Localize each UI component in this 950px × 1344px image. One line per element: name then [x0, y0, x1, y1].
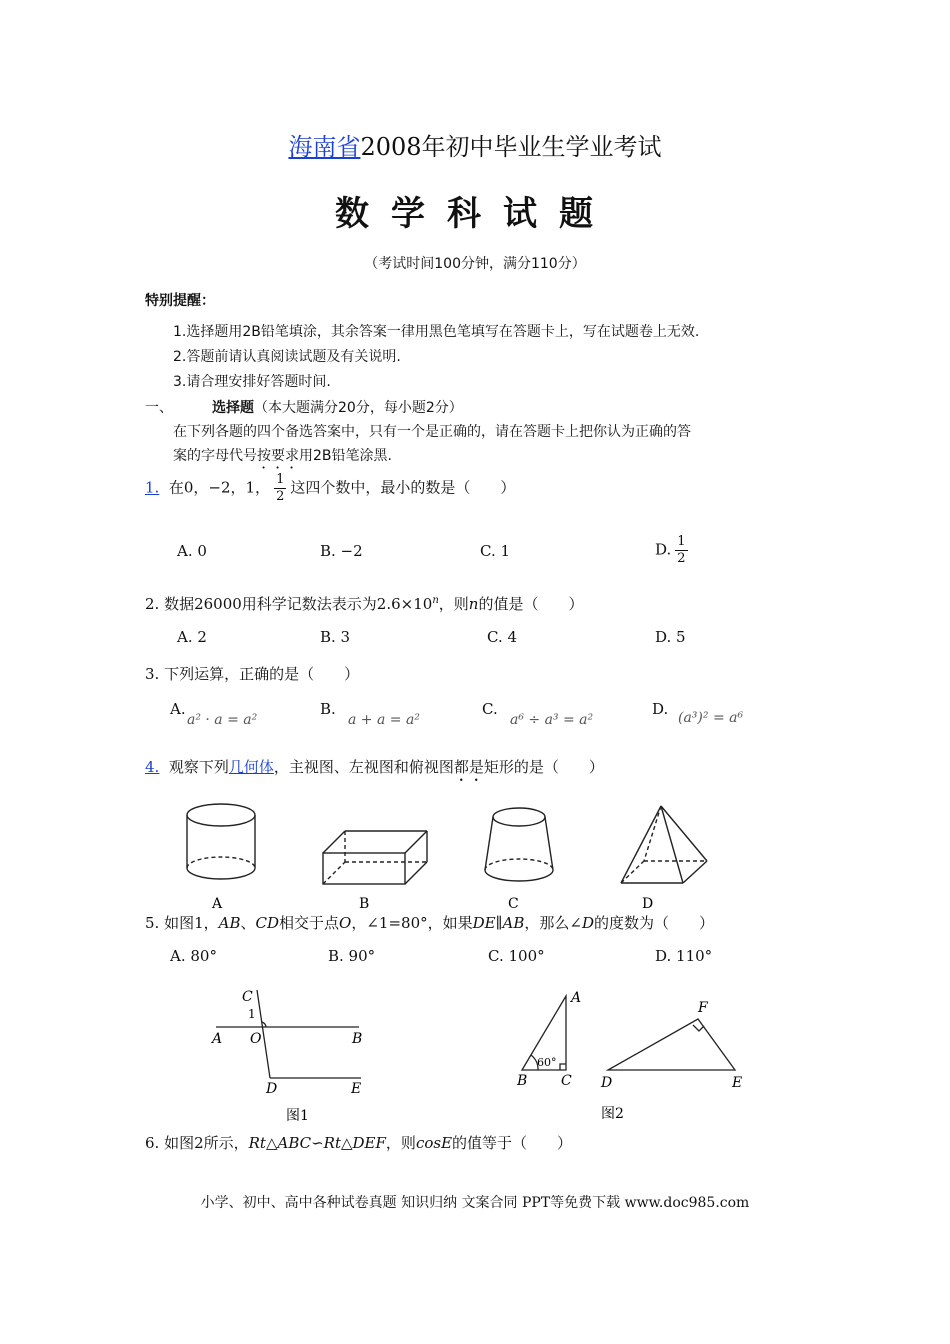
q4-geometry-link[interactable]: 几何体 — [228, 758, 274, 776]
q1-frac-den: 2 — [276, 489, 285, 504]
fig1-label-b: B — [352, 1031, 363, 1047]
q6-cose: cosE — [415, 1134, 453, 1152]
question-5 — [145, 912, 714, 933]
figure-1-lines — [216, 990, 361, 1078]
q5-ab2: AB — [502, 914, 525, 932]
q2-option-c: C. 4 — [487, 628, 518, 646]
q2-var: n — [468, 595, 479, 613]
q3-formula-d: (a³)² = a⁶ — [678, 710, 744, 726]
fig2-label-d: D — [601, 1075, 613, 1091]
q5-text-a: 5. 如图1， — [145, 914, 219, 932]
notice-heading: 特别提醒： — [145, 293, 215, 309]
fig1-label-e: E — [351, 1081, 362, 1097]
q6-text-b: ，则 — [385, 1134, 416, 1152]
fig2-label-angle: 60° — [537, 1056, 557, 1069]
notice-item-3: 3.请合理安排好答题时间. — [173, 374, 331, 390]
question-6 — [145, 1132, 572, 1153]
fig2-label-c: C — [561, 1073, 572, 1089]
q1-option-a: A. 0 — [177, 542, 207, 560]
q5-option-c: C. 100° — [488, 947, 545, 965]
q5-o: O — [339, 914, 352, 932]
q3-formula-b: a + a = a² — [348, 712, 420, 728]
q1-text-a: 在0，−2，1， — [168, 478, 271, 497]
q1-frac-num: 1 — [276, 472, 285, 487]
footer-text: 小学、初中、高中各种试卷真题 知识归纳 文案合同 PPT等免费下载 www.doc985.com — [200, 1195, 750, 1211]
fig2-label-e: E — [732, 1075, 743, 1091]
section-number: 一、 — [145, 400, 173, 416]
figure-label-d: D — [642, 896, 654, 912]
cylinder-figure — [187, 804, 255, 879]
fig2-label-f: F — [698, 1000, 708, 1016]
q6-text-c: 的值等于（ ） — [452, 1134, 573, 1152]
q2-text-b: ，则 — [438, 595, 469, 613]
q5-ab: AB — [218, 914, 241, 932]
q2-text: 2. 数据26000用科学记数法表示为2.6×10 — [145, 595, 433, 613]
q1-option-c: C. 1 — [480, 542, 511, 560]
title-rest: 2008年初中毕业生学业考试 — [360, 133, 662, 161]
question-3: 3. 下列运算，正确的是（ ） — [145, 665, 360, 683]
time-note: （考试时间100分钟，满分110分） — [364, 256, 586, 272]
figure-label-a: A — [212, 896, 223, 912]
q4-text-a: 观察下列 — [168, 758, 229, 776]
q5-text-e: 的度数为（ ） — [594, 914, 715, 932]
q4-number-link[interactable]: 4. — [145, 758, 160, 776]
fig1-label-o: O — [250, 1031, 262, 1047]
q5-sep: 、 — [240, 914, 256, 932]
q2-text-c: 的值是（ ） — [478, 595, 584, 613]
frustum-figure — [485, 808, 553, 881]
q2-option-b: B. 3 — [320, 628, 351, 646]
q4-text-c: 矩形的是（ ） — [483, 758, 604, 776]
q6-rt2: Rt△DEF — [323, 1134, 386, 1152]
q2-option-d: D. 5 — [655, 628, 686, 646]
q1-option-d-label: D. — [655, 540, 672, 559]
q4-text-b: ，主视图、左视图和俯视图 — [273, 758, 454, 776]
q3-label-b: B. — [320, 700, 336, 718]
notice-item-1: 1.选择题用2B铅笔填涂，其余答案一律用黑色笔填写在答题卡上，写在试题卷上无效. — [173, 324, 700, 340]
notice-item-2: 2.答题前请认真阅读试题及有关说明. — [173, 349, 401, 365]
q5-option-d: D. 110° — [655, 947, 713, 965]
q4-emphasis: 都是 — [453, 758, 484, 776]
desc-emphasis: 按要求 — [257, 448, 299, 464]
q2-exponent: n — [432, 595, 439, 606]
q5-text-b: 相交于点 — [279, 914, 340, 932]
fig1-label-c: C — [242, 989, 253, 1005]
q1-optd-num: 1 — [677, 534, 686, 549]
fig2-caption: 图2 — [601, 1106, 624, 1122]
fig2-label-a: A — [571, 990, 582, 1006]
q1-optd-den: 2 — [677, 551, 686, 566]
q6-text-a: 6. 如图2所示， — [145, 1134, 249, 1152]
fig2-label-b: B — [517, 1073, 528, 1089]
title-province-link[interactable]: 海南省 — [288, 133, 361, 161]
q5-de: DE — [472, 914, 496, 932]
subject-title: 数学科试题 — [335, 194, 615, 234]
box-figure — [323, 831, 427, 884]
q5-text-d: ，那么∠ — [524, 914, 582, 932]
q3-label-a: A. — [170, 700, 186, 718]
fig1-label-angle-1: 1 — [248, 1007, 256, 1021]
fig1-label-d: D — [266, 1081, 278, 1097]
q5-cd: CD — [255, 914, 280, 932]
q5-d: D — [581, 914, 595, 932]
section-desc-line1: 在下列各题的四个备选答案中，只有一个是正确的，请在答题卡上把你认为正确的答 — [173, 424, 691, 440]
q1-number-link[interactable]: 1. — [145, 478, 160, 497]
q5-parallel: ∥ — [495, 914, 503, 932]
q5-option-b: B. 90° — [328, 947, 376, 965]
section-title: 选择题 — [212, 400, 254, 416]
q1-option-b: B. −2 — [320, 542, 363, 560]
desc-part-c: 用2B铅笔涂黑. — [299, 448, 392, 464]
q3-formula-c: a⁶ ÷ a³ = a² — [510, 712, 594, 728]
desc-part-a: 案的字母代号 — [173, 448, 257, 464]
pyramid-figure — [621, 806, 707, 883]
figure-label-b: B — [359, 896, 370, 912]
q1-text-b: 这四个数中，最小的数是（ ） — [290, 478, 516, 497]
q2-option-a: A. 2 — [177, 628, 207, 646]
q6-similar: ∽ — [311, 1134, 324, 1152]
fig1-caption: 图1 — [286, 1108, 309, 1124]
q5-text-c: ，∠1=80°，如果 — [351, 914, 473, 932]
q6-rt1: Rt△ABC — [248, 1134, 312, 1152]
section-note: （本大题满分20分，每小题2分） — [254, 400, 463, 416]
q3-label-d: D. — [652, 700, 669, 718]
figure-label-c: C — [508, 896, 519, 912]
q3-formula-a: a² · a = a² — [187, 712, 258, 728]
fig1-label-a: A — [212, 1031, 223, 1047]
q3-label-c: C. — [482, 700, 498, 718]
q5-option-a: A. 80° — [170, 947, 217, 965]
